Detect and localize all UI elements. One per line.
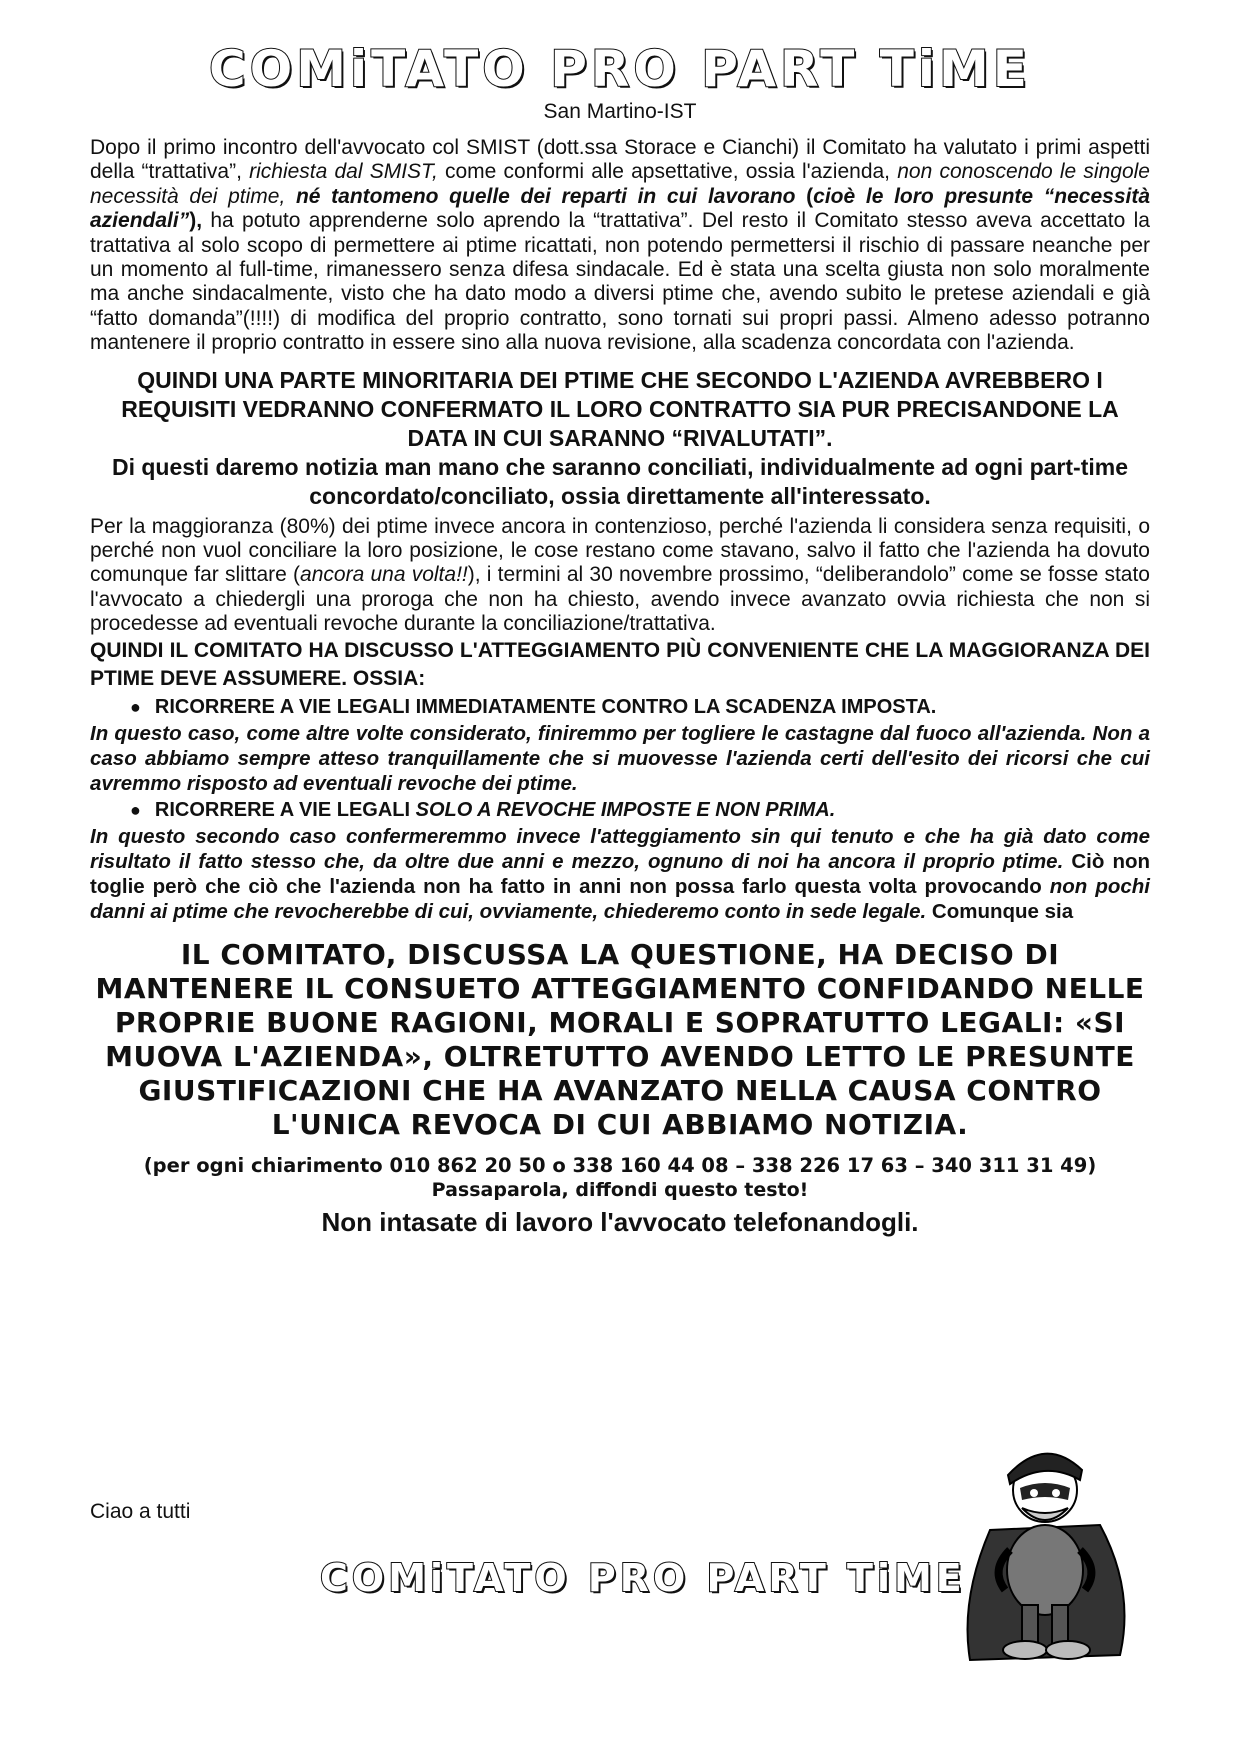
- majority-italic: ancora una volta!!: [300, 563, 468, 587]
- intro-text-3: ha potuto apprenderne solo aprendo la “trattativa”. Del resto il Comitato stesso aveva accettato la trattativa al solo scopo di permettere ai ptime ricattati, non potendo permettersi il rischio di passare neanche per un momento al full-time, rimanessero senza difesa sindacale. Ed è stata una scelta giusta non solo moralmente ma anche sindacalmente, visto che ha dato modo a diversi ptime che, avendo subito le pretese aziendali e già “fatto domanda”(!!!!) di modifica del proprio contratto, sono tornati sui propri passi. Almeno adesso potranno mantenere il proprio contratto in essere sino alla nuova revisione, alla scadenza concordata con l'azienda.: [90, 209, 1150, 355]
- closing-greeting: Ciao a tutti: [90, 1500, 191, 1523]
- intro-text-1: Dopo il primo incontro dell'avvocato col SMIST (dott.ssa Storace e Cianchi) il Comitato ha valutato i primi aspetti della “trattativa”,: [90, 136, 1150, 184]
- option-2-bold-1: Ciò non toglie però che ciò che l'azienda non ha fatto in anni non possa farlo questa volta provocando: [90, 849, 1151, 898]
- option-2-italic-1: In questo secondo caso confermeremmo invece l'atteggiamento sin qui tenuto e che ha già dato come risultato il fatto stesso che, da oltre due anni e mezzo, ognuno di noi ha ancora il proprio ptime.: [90, 824, 1150, 873]
- flyer: [90, 40, 1150, 1238]
- duck-mascot-illustration: [950, 1420, 1140, 1670]
- intro-text-2: come conformi alle apsettative, ossia l'azienda,: [437, 160, 898, 184]
- option-1-label: RICORRERE A VIE LEGALI IMMEDIATAMENTE CONTRO LA SCADENZA IMPOSTA.: [154, 695, 937, 718]
- intro-bold-paren: (: [795, 184, 814, 208]
- majority-text-1: Per la maggioranza (80%) dei ptime invece ancora in contenzioso, perché l'azienda li considera senza requisiti, o perché non vuol conciliare la loro posizione, le cose restano come stavano, salvo il fatto che l'azienda ha dovuto comunque far slittare (: [90, 514, 1150, 587]
- intro-paragraph: [90, 136, 1150, 356]
- intro-italic-2: non conoscendo le singole necessità dei ptime,: [90, 160, 1150, 208]
- option-2-heading: [90, 796, 1150, 824]
- headline-2: Di questi daremo notizia man mano che saranno conciliati, individualmente ad ogni part-time concordato/conciliato, ossia direttamente all'interessato.: [111, 453, 1128, 509]
- intro-bold-italic: né tantomeno quelle dei reparti in cui lavorano: [285, 184, 796, 208]
- majority-text-2: ), i termini al 30 novembre prossimo, “deliberandolo” come se fosse stato l'avvocato a chiedergli una proroga che non ha chiesto, avendo invece avanzato ovvia richiesta che non si procedesse ad eventuali revoche durante la conciliazione/trattativa.: [90, 563, 1150, 636]
- bullet-icon: ●: [130, 696, 141, 717]
- option-2-label-italic: SOLO A REVOCHE IMPOSTE E NON PRIMA.: [415, 798, 836, 821]
- option-1-heading: [90, 693, 1150, 721]
- footer-title: COMiTATO PRO PART TiME: [320, 1556, 966, 1600]
- intro-bold-paren-2: ),: [189, 209, 203, 233]
- subtitle: San Martino-IST: [543, 100, 697, 123]
- bullet-icon: ●: [130, 799, 141, 820]
- contacts-line: (per ogni chiarimento 010 862 20 50 o 338 160 44 08 – 338 226 17 63 – 340 311 31 49): [143, 1153, 1097, 1177]
- option-2-bold-2: Comunque sia: [926, 899, 1074, 923]
- majority-paragraph: [90, 515, 1150, 637]
- non-intasate-line: Non intasate di lavoro l'avvocato telefonandogli.: [321, 1206, 919, 1237]
- intro-italic-1: richiesta dal SMIST,: [249, 160, 438, 184]
- headline-1: QUINDI UNA PARTE MINORITARIA DEI PTIME CHE SECONDO L'AZIENDA AVREBBERO I REQUISITI VEDRANNO CONFERMATO IL LORO CONTRATTO SIA PUR PRECISANDONE LA DATA IN CUI SARANNO “RIVALUTATI”.: [121, 366, 1119, 451]
- decision-statement: IL COMITATO, DISCUSSA LA QUESTIONE, HA DECISO DI MANTENERE IL CONSUETO ATTEGGIAMENTO CONFIDANDO NELLE PROPRIE BUONE RAGIONI, MORALI E SOPRATUTTO LEGALI: «SI MUOVA L'AZIENDA», OLTRETUTTO AVENDO LETTO LE PRESUNTE GIUSTIFICAZIONI CHE HA AVANZATO NELLA CAUSA CONTRO L'UNICA REVOCA DI CUI ABBIAMO NOTIZIA.: [95, 937, 1145, 1141]
- intro-bold-italic-2: cioè le loro presunte “necessità aziendali”: [90, 184, 1151, 233]
- option-2-text: [90, 824, 1150, 924]
- option-2-italic-2: non pochi danni ai ptime che revocherebbe di cui, ovviamente, chiederemo conto in sede legale.: [90, 874, 1150, 923]
- passaparola-line: Passaparola, diffondi questo testo!: [431, 1178, 809, 1201]
- option-2-label: RICORRERE A VIE LEGALI: [154, 798, 416, 821]
- option-1-text: In questo caso, come altre volte considerato, finiremmo per togliere le castagne dal fuoco all'azienda. Non a caso abbiamo sempre atteso tranquillamente che si muovesse l'azienda certi dell'esito dei ricorsi che cui avremmo risposto ad eventuali revoche dei ptime.: [90, 721, 1150, 795]
- page-title: COMiTATO PRO PART TiME: [209, 40, 1031, 98]
- discussion-heading: QUINDI IL COMITATO HA DISCUSSO L'ATTEGGIAMENTO PIÙ CONVENIENTE CHE LA MAGGIORANZA DEI PTIME DEVE ASSUMERE. OSSIA:: [90, 638, 1150, 690]
